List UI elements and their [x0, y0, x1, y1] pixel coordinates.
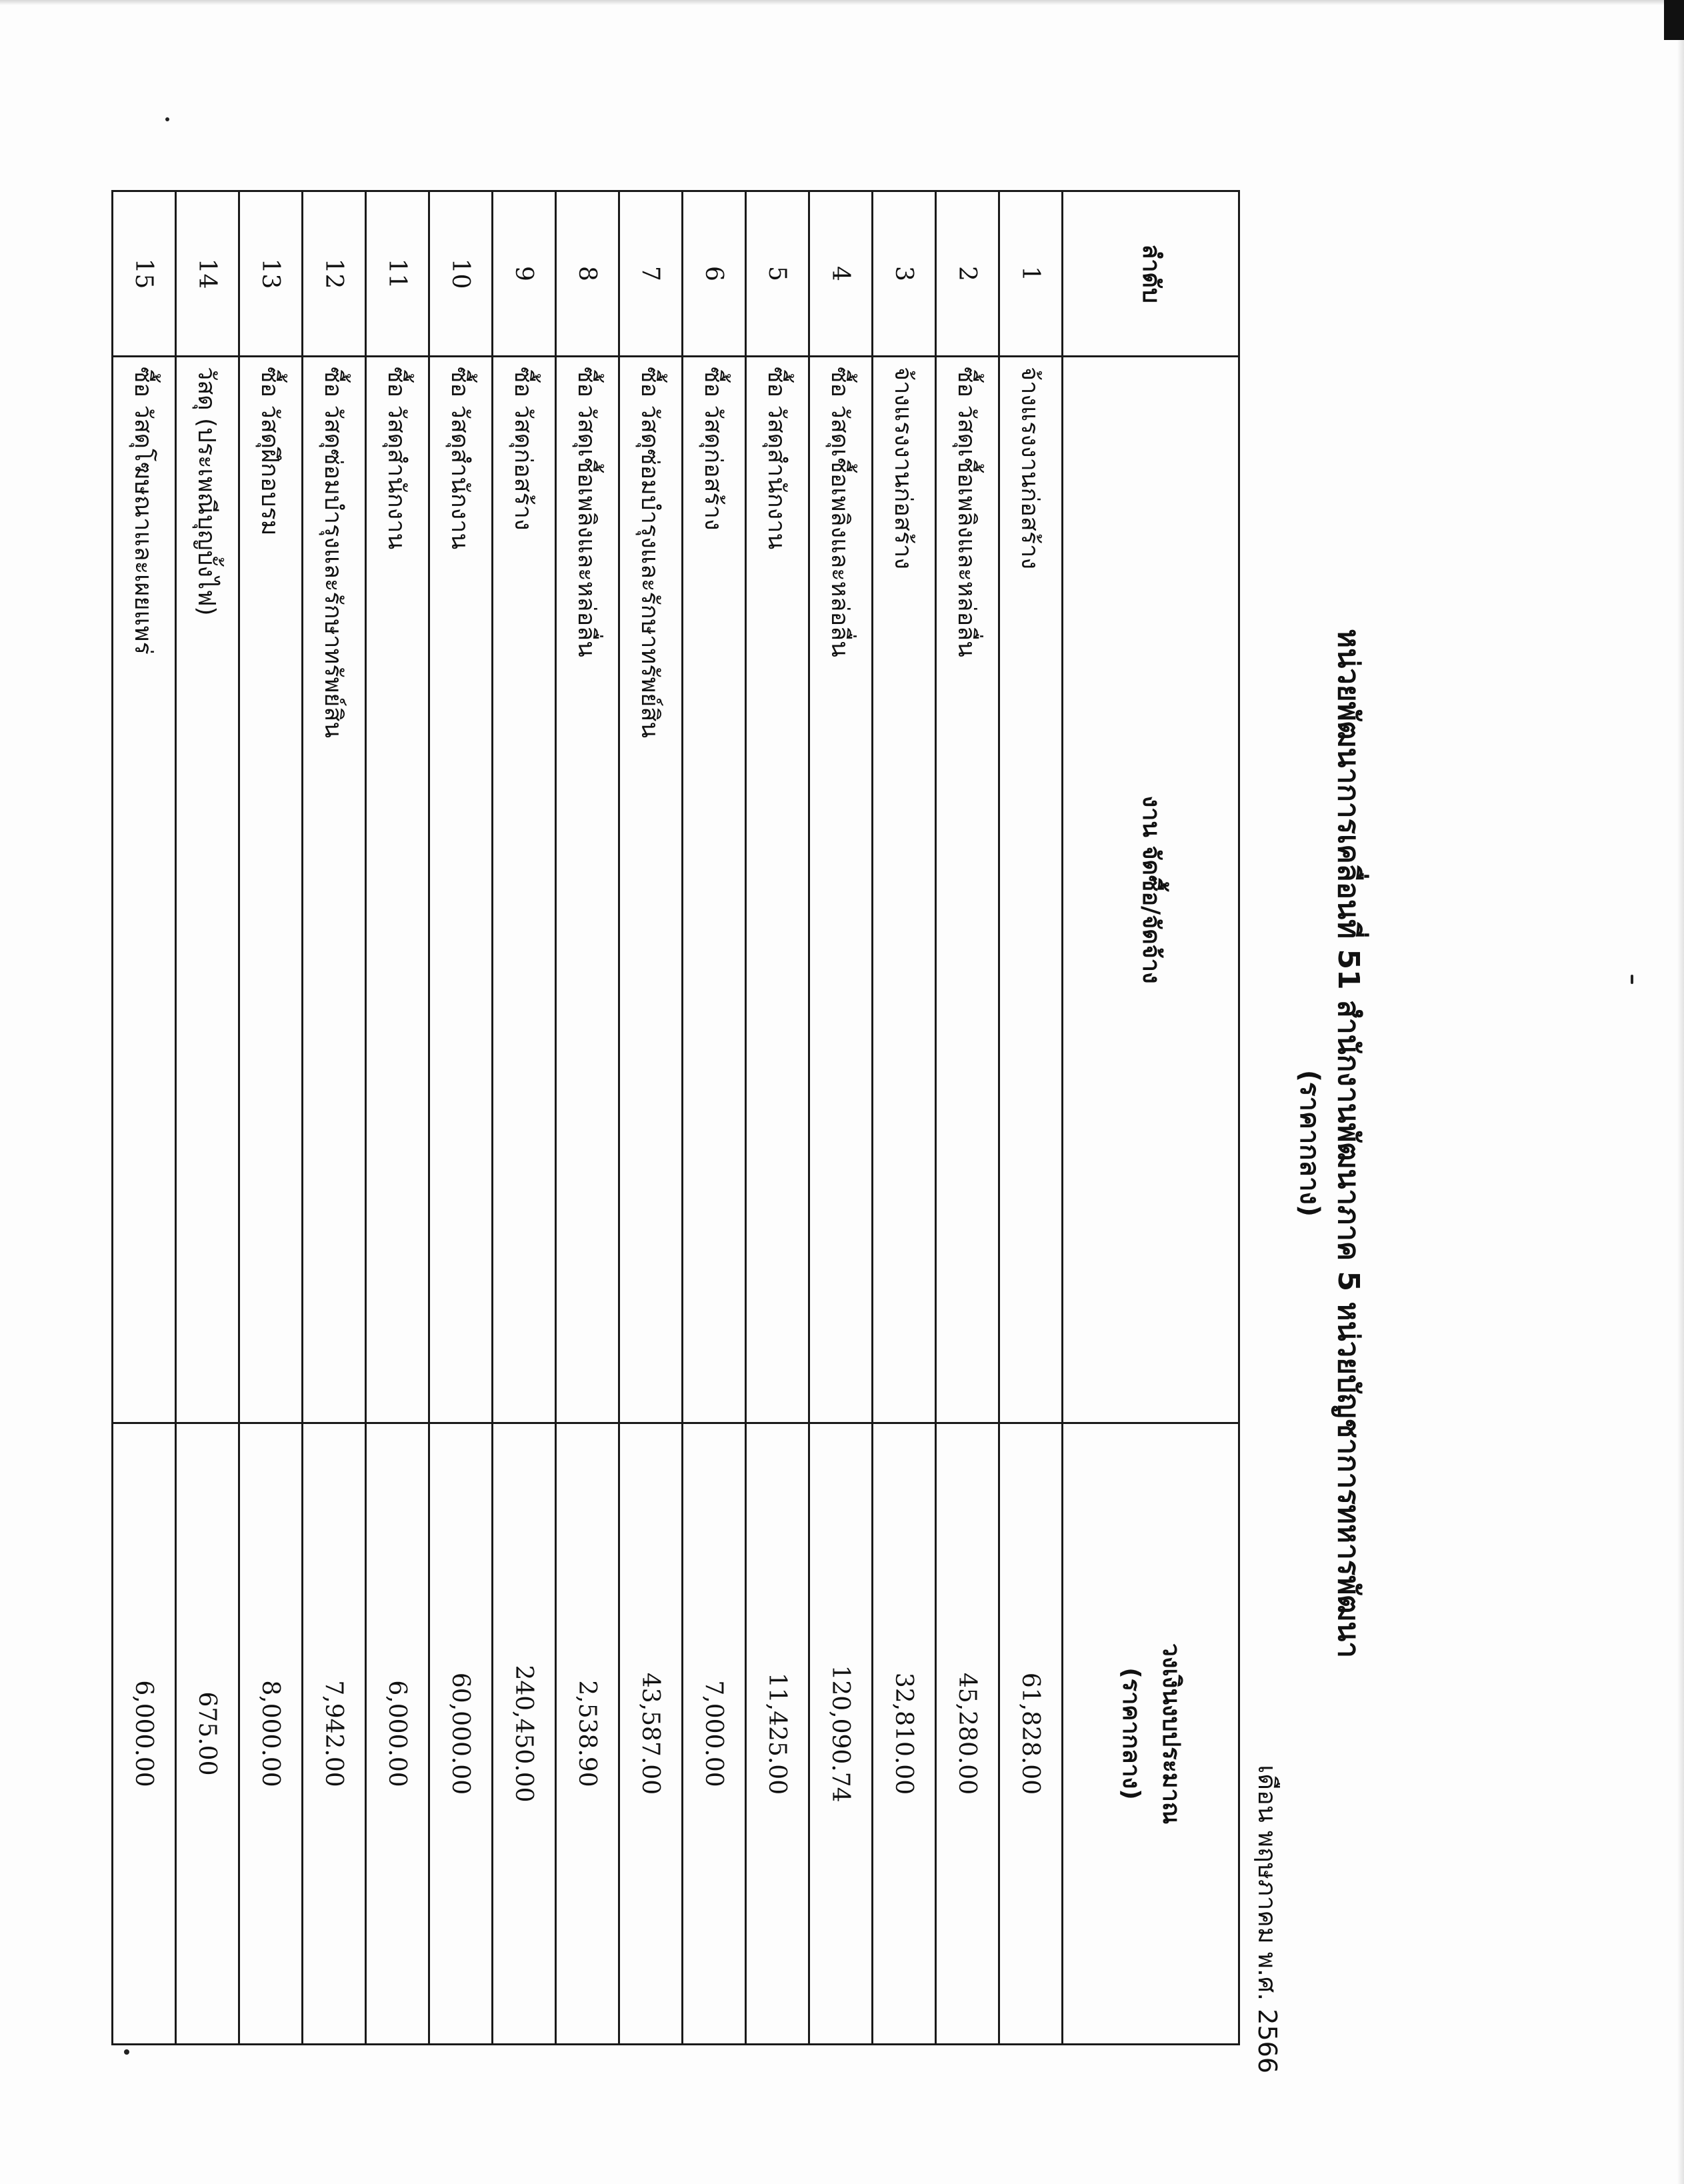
row-number: 9	[493, 191, 556, 357]
scan-edge-right	[1677, 0, 1684, 2184]
header-item: งาน จัดซื้อ/จัดจ้าง	[1063, 357, 1239, 1423]
row-number: 5	[746, 191, 809, 357]
header-amount-line1: วงเงินงบประมาณ	[1157, 1643, 1185, 1825]
row-amount: 8,000.00	[239, 1423, 303, 2045]
row-amount: 61,828.00	[999, 1423, 1063, 2045]
row-amount: 7,942.00	[303, 1423, 366, 2045]
row-amount: 6,000.00	[113, 1423, 176, 2045]
table-row	[746, 191, 809, 2045]
row-item: วัสดุ (ประเพณีบุญบั้งไฟ)	[176, 357, 239, 1423]
row-amount: 2,538.90	[556, 1423, 619, 2045]
row-amount: 60,000.00	[429, 1423, 493, 2045]
row-number: 8	[556, 191, 619, 357]
table-row	[429, 191, 493, 2045]
row-number: 7	[619, 191, 683, 357]
document-title: หน่วยพัฒนาการเคลื่อนที่ 51 สำนักงานพัฒนาภาค 5 หน่วยบัญชาการทหารพัฒนา	[1331, 629, 1365, 1658]
table-row	[556, 191, 619, 2045]
row-number: 11	[366, 191, 429, 357]
row-amount: 43,587.00	[619, 1423, 683, 2045]
row-item: จ้างแรงงานก่อสร้าง	[873, 357, 936, 1423]
scan-speck	[165, 117, 169, 121]
row-item: ซื้อ วัสดุก่อสร้าง	[683, 357, 746, 1423]
header-amount	[1063, 1423, 1239, 2045]
row-number: 14	[176, 191, 239, 357]
row-number: 15	[113, 191, 176, 357]
table-row	[683, 191, 746, 2045]
document-subtitle: (ราคากลาง)	[1294, 1069, 1325, 1217]
budget-table	[111, 190, 1240, 2045]
document-month: เดือน พฤษภาคม พ.ศ. 2566	[1253, 1765, 1282, 2073]
scan-corner-mark	[1664, 0, 1684, 40]
scan-speck	[124, 2049, 129, 2055]
scan-edge-top	[0, 0, 1684, 5]
row-number: 12	[303, 191, 366, 357]
row-amount: 32,810.00	[873, 1423, 936, 2045]
table-row	[366, 191, 429, 2045]
row-item: ซื้อ วัสดุเชื้อเพลิงและหล่อลื่น	[936, 357, 999, 1423]
row-item: ซื้อ วัสดุสำนักงาน	[746, 357, 809, 1423]
scan-speck	[1631, 975, 1633, 984]
row-amount: 6,000.00	[366, 1423, 429, 2045]
row-amount: 7,000.00	[683, 1423, 746, 2045]
row-number: 6	[683, 191, 746, 357]
table-row	[936, 191, 999, 2045]
row-item: ซื้อ วัสดุซ่อมบำรุงและรักษาทรัพย์สิน	[303, 357, 366, 1423]
row-item: ซื้อ วัสดุเชื้อเพลิงและหล่อลื่น	[809, 357, 873, 1423]
table-body	[113, 191, 1063, 2045]
row-item: ซื้อ วัสดุสำนักงาน	[429, 357, 493, 1423]
row-item: ซื้อ วัสดุซ่อมบำรุงและรักษาทรัพย์สิน	[619, 357, 683, 1423]
table-header-row	[1063, 191, 1239, 2045]
table-row	[873, 191, 936, 2045]
table-row	[176, 191, 239, 2045]
row-number: 13	[239, 191, 303, 357]
row-item: ซื้อ วัสดุสำนักงาน	[366, 357, 429, 1423]
table-row	[999, 191, 1063, 2045]
row-amount: 120,090.74	[809, 1423, 873, 2045]
row-amount: 675.00	[176, 1423, 239, 2045]
table-row	[303, 191, 366, 2045]
row-amount: 45,280.00	[936, 1423, 999, 2045]
row-item: จ้างแรงงานก่อสร้าง	[999, 357, 1063, 1423]
row-item: ซื้อ วัสดุฝึกอบรม	[239, 357, 303, 1423]
row-item: ซื้อ วัสดุเชื้อเพลิงและหล่อลื่น	[556, 357, 619, 1423]
row-amount: 11,425.00	[746, 1423, 809, 2045]
row-number: 3	[873, 191, 936, 357]
table-row	[619, 191, 683, 2045]
table-row	[493, 191, 556, 2045]
header-no: ลำดับ	[1063, 191, 1239, 357]
row-item: ซื้อ วัสดุโฆษณาและเผยแพร่	[113, 357, 176, 1423]
row-number: 1	[999, 191, 1063, 357]
row-item: ซื้อ วัสดุก่อสร้าง	[493, 357, 556, 1423]
table-row	[809, 191, 873, 2045]
rotated-document	[129, 187, 1367, 2100]
table-row	[239, 191, 303, 2045]
header-amount-line2: (ราคากลาง)	[1117, 1667, 1145, 1800]
table-row	[113, 191, 176, 2045]
row-number: 10	[429, 191, 493, 357]
row-number: 4	[809, 191, 873, 357]
row-number: 2	[936, 191, 999, 357]
row-amount: 240,450.00	[493, 1423, 556, 2045]
